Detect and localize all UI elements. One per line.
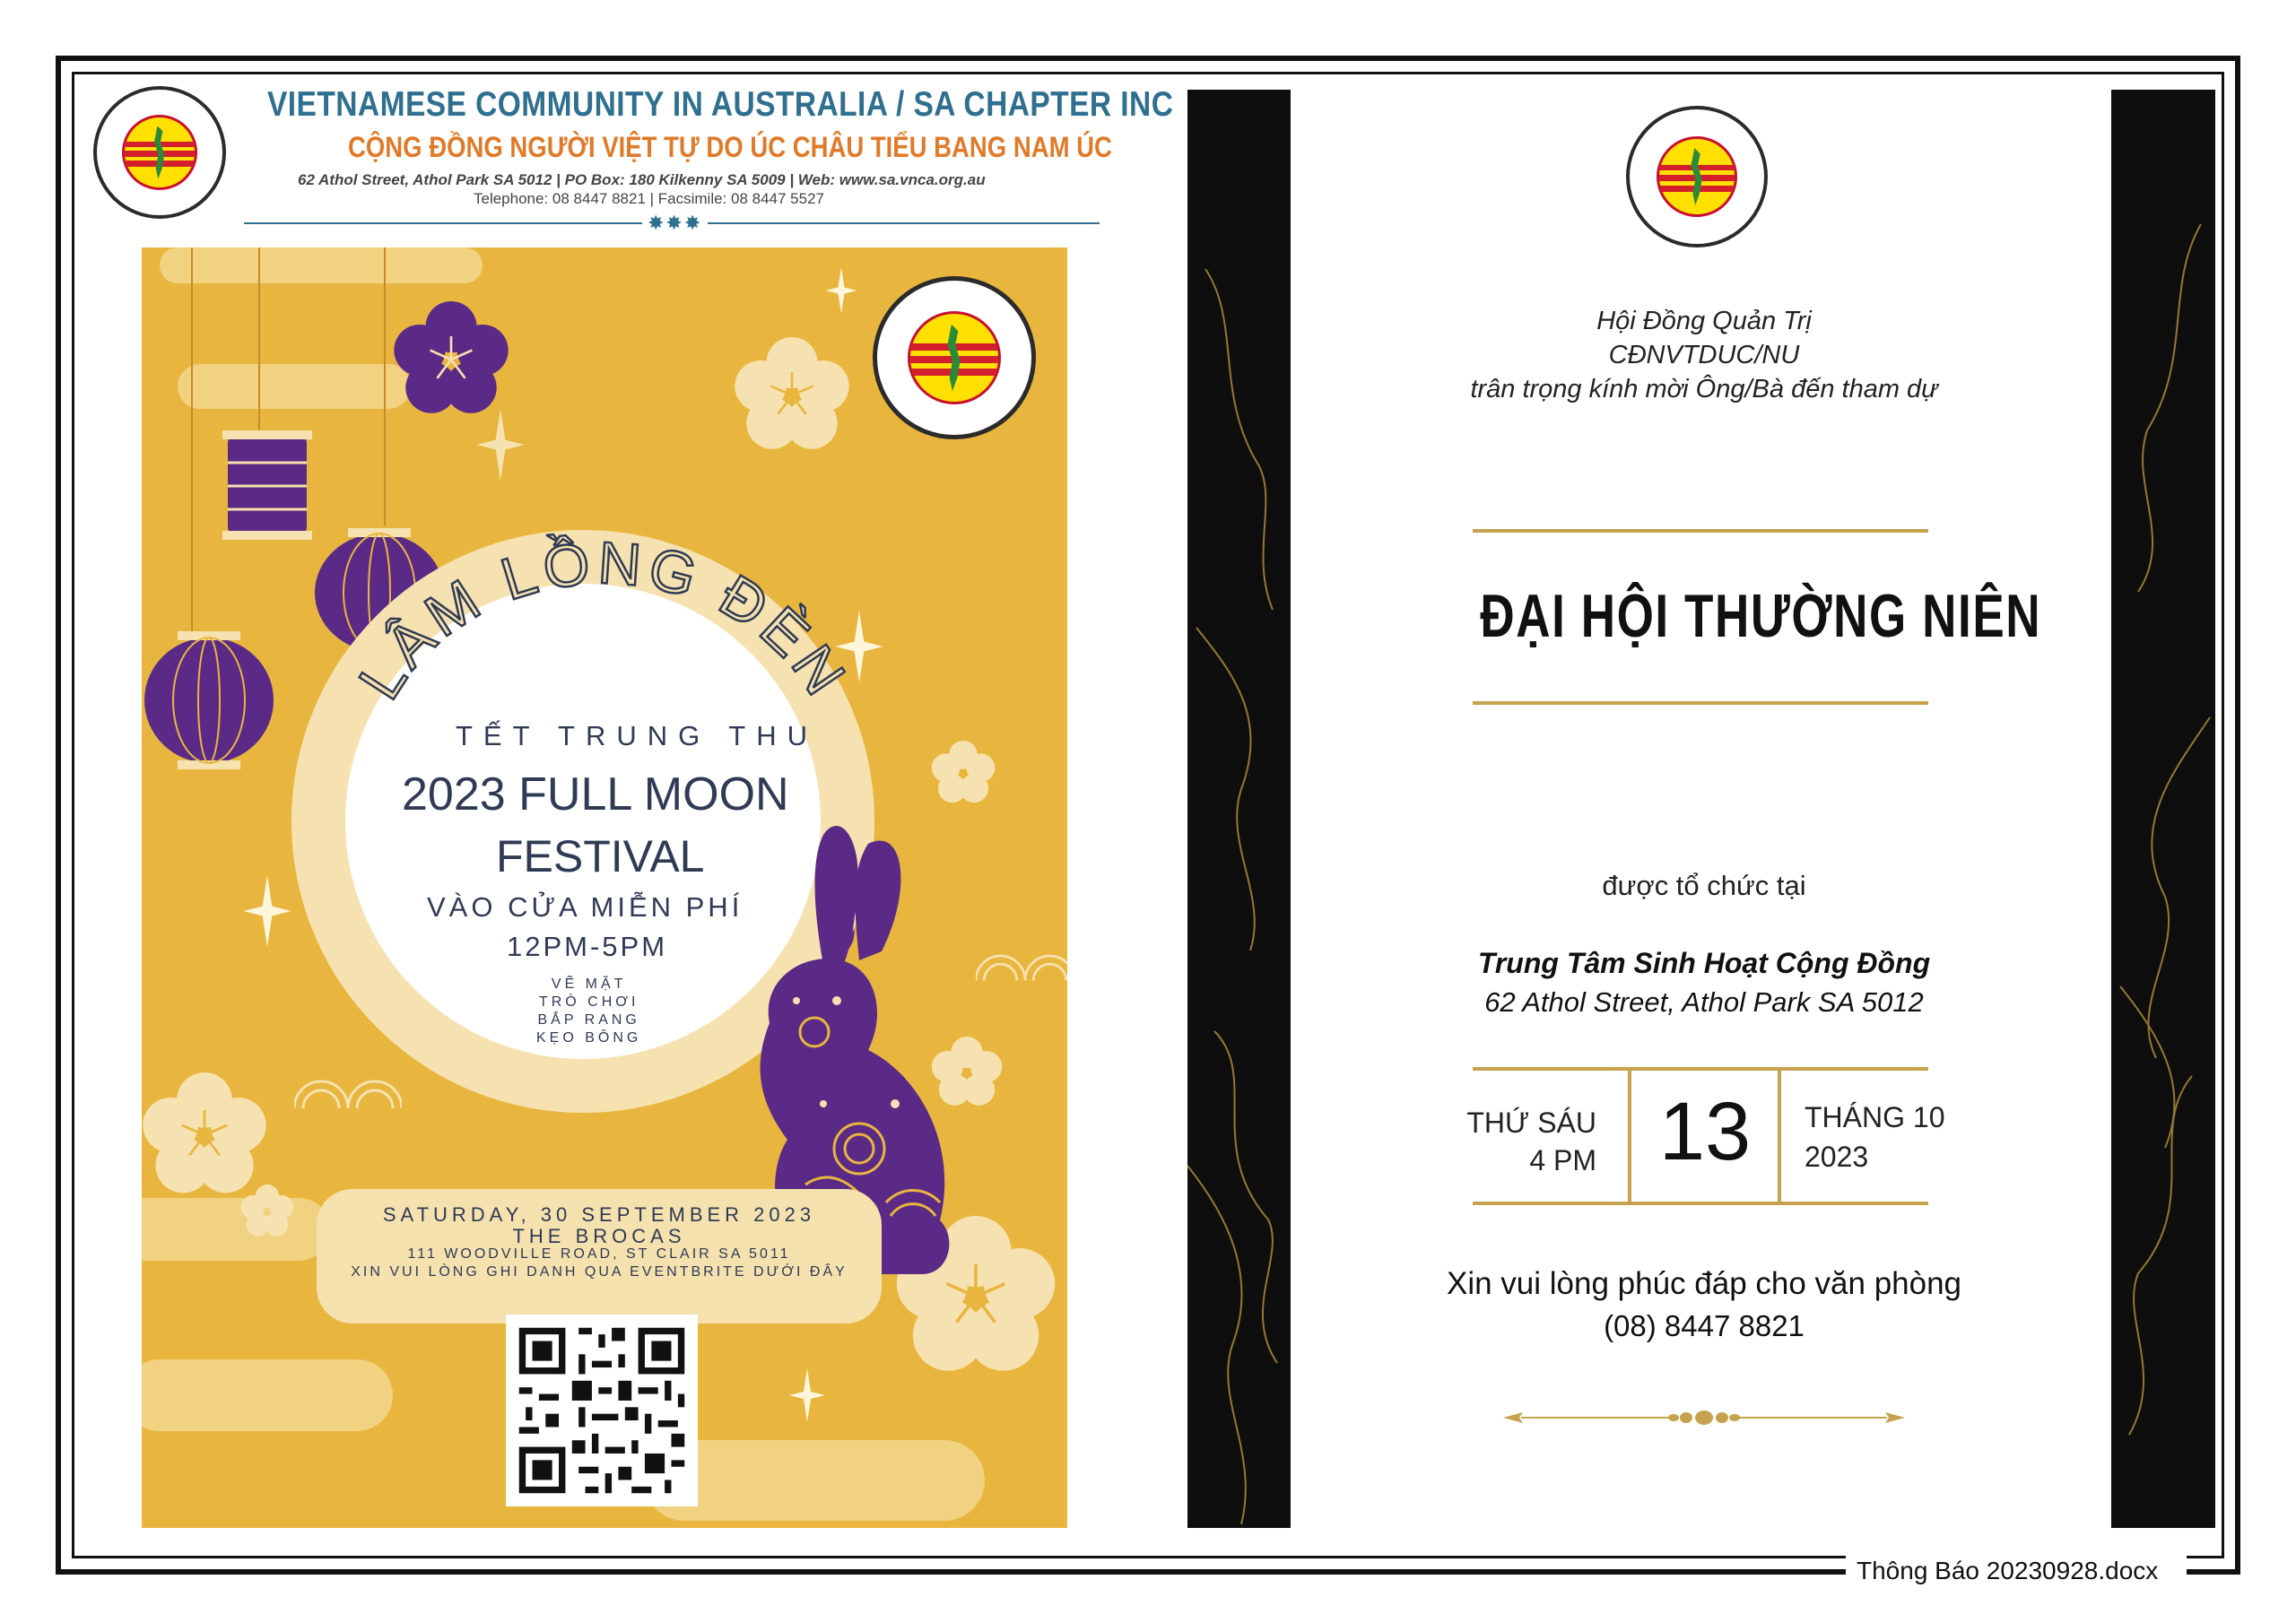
event-day-of-week: THỨ SÁU — [1466, 1107, 1596, 1139]
poster-title-line1: 2023 FULL MOON — [402, 768, 789, 820]
invitation-phone[interactable]: (08) 8447 8821 — [1604, 1309, 1805, 1342]
event-month: THÁNG 10 — [1805, 1101, 1945, 1133]
cloud-decoration — [142, 1198, 330, 1261]
event-year: 2023 — [1805, 1141, 1869, 1173]
activity-item: VẼ MẶT — [551, 976, 627, 992]
org-name-vietnamese: CỘNG ĐỒNG NGƯỜI VIỆT TỰ DO ÚC CHÂU TIỂU BANG NAM ÚC — [348, 131, 1112, 163]
event-day: 13 — [1658, 1086, 1752, 1177]
invitation-venue-address: 62 Athol Street, Athol Park SA 5012 — [1484, 986, 1924, 1018]
poster-venue-address: 111 WOODVILLE ROAD, ST CLAIR SA 5011 — [407, 1246, 791, 1262]
wave-pattern-icon — [294, 1055, 402, 1108]
org-name-english: VIETNAMESE COMMUNITY IN AUSTRALIA / SA CHAPTER INC — [267, 85, 1174, 124]
invitation-venue: Trung Tâm Sinh Hoạt Cộng Đồng — [1477, 947, 1931, 979]
invitation-rsvp: Xin vui lòng phúc đáp cho văn phòng — [1446, 1266, 1962, 1301]
poster-hours: 12PM-5PM — [507, 931, 668, 962]
poster-admission: VÀO CỬA MIỄN PHÍ — [427, 891, 744, 923]
gold-divider-vertical — [1628, 1067, 1631, 1205]
gold-divider — [1473, 529, 1928, 533]
marble-border-left — [1187, 90, 1291, 1528]
wave-pattern-icon — [976, 929, 1067, 983]
cream-flower-icon — [931, 741, 996, 805]
poster-headline: LÂM LỒNG ĐÈN — [345, 528, 862, 711]
poster-seal-logo — [873, 276, 1036, 439]
purple-flower-icon — [393, 301, 509, 418]
cream-flower-icon — [142, 1072, 267, 1198]
document-filename: Thông Báo 20230928.docx — [1857, 1557, 2159, 1584]
star-ornament-icon: ✸✸✸ — [642, 212, 708, 235]
sparkle-icon — [823, 267, 859, 314]
cloud-decoration — [178, 364, 411, 409]
gold-ornament-icon — [1503, 1406, 1905, 1429]
invitation-request: trân trọng kính mời Ông/Bà đến tham dự — [1470, 375, 1938, 404]
cloud-decoration — [160, 247, 483, 283]
poster-activities — [536, 976, 641, 1047]
community-seal-logo — [93, 86, 226, 219]
event-time: 4 PM — [1529, 1144, 1596, 1176]
poster-title-line2: FESTIVAL — [496, 831, 705, 881]
activity-item: BẮP RANG — [537, 1012, 640, 1028]
festival-poster — [142, 247, 1067, 1528]
sparkle-icon — [240, 875, 294, 947]
letterhead-phone: Telephone: 08 8447 8821 | Facsimile: 08 8447 5527 — [474, 190, 824, 207]
gold-divider — [1473, 1067, 1928, 1071]
cream-flower-icon — [240, 1185, 294, 1238]
poster-register-note: XIN VUI LÒNG GHI DANH QUA EVENTBRITE DƯỚI ĐÂY — [351, 1264, 848, 1280]
poster-date: SATURDAY, 30 SEPTEMBER 2023 — [382, 1203, 816, 1226]
rabbit-illustration — [689, 808, 985, 1436]
svg-text:LÂM LỒNG ĐÈN — [345, 529, 861, 710]
letterhead-address: 62 Athol Street, Athol Park SA 5012 | PO Box: 180 Kilkenny SA 5009 | Web: www.sa.vnca.org.au — [298, 171, 986, 188]
invitation-seal-logo — [1626, 106, 1768, 247]
invitation-title: ĐẠI HỘI THƯỜNG NIÊN — [1480, 582, 2042, 650]
lantern-string — [191, 247, 193, 633]
gold-divider — [1473, 701, 1928, 705]
gold-divider-vertical — [1778, 1067, 1781, 1205]
activity-item: TRÒ CHƠI — [538, 994, 639, 1010]
poster-subtitle: TẾT TRUNG THU — [456, 720, 819, 751]
invitation-host-abbr: CĐNVTDUC/NU — [1608, 341, 1800, 369]
cream-flower-icon — [734, 337, 850, 454]
marble-border-right — [2111, 90, 2215, 1528]
activity-item: KẸO BÔNG — [536, 1030, 642, 1046]
gold-divider — [1473, 1202, 1928, 1205]
sparkle-icon — [474, 409, 527, 481]
invitation-held-at: được tổ chức tại — [1602, 870, 1806, 901]
cloud-decoration — [142, 1359, 393, 1431]
qr-code[interactable] — [506, 1315, 698, 1506]
lantern-icon — [222, 427, 312, 552]
lantern-icon — [142, 624, 281, 777]
poster-venue: THE BROCAS — [512, 1225, 686, 1247]
invitation-host: Hội Đồng Quản Trị — [1596, 307, 1812, 335]
